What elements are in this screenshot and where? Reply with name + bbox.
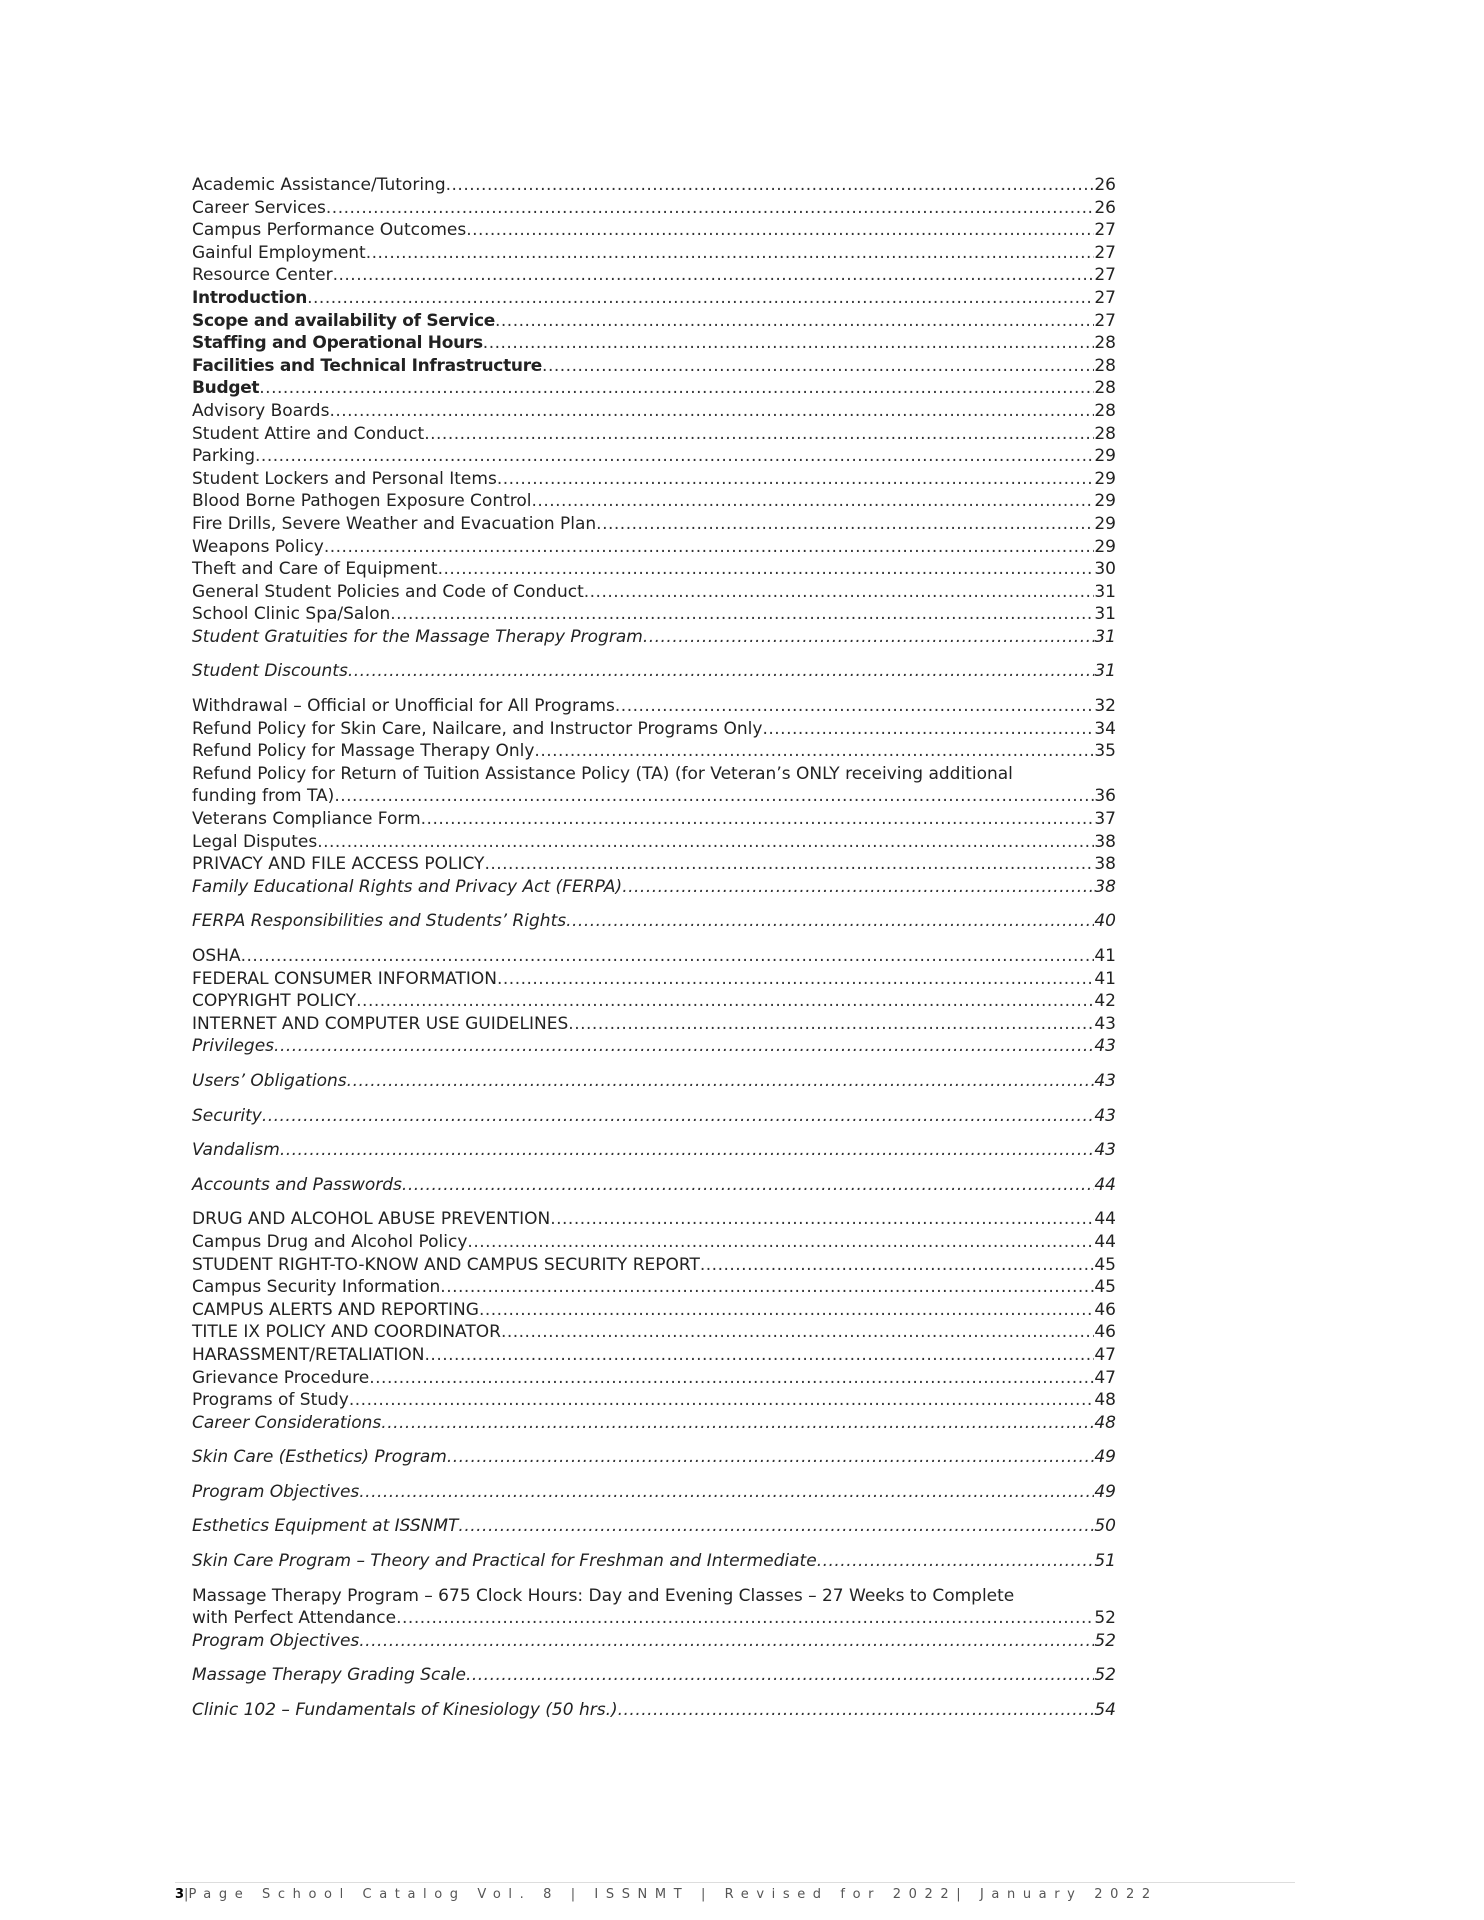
toc-entry[interactable] [192, 1174, 1116, 1197]
toc-entry-title: PRIVACY AND FILE ACCESS POLICY [192, 854, 485, 875]
toc-page-number: 44 [1094, 1174, 1116, 1195]
toc-entry-title: Vandalism [192, 1140, 280, 1161]
toc-leader-dots [369, 1367, 1094, 1390]
toc-entry-title: Refund Policy for Massage Therapy Only [192, 741, 535, 762]
toc-entry[interactable] [192, 332, 1116, 355]
toc-entry-title-line: Massage Therapy Program – 675 Clock Hours: Day and Evening Classes – 27 Weeks to Complete [192, 1585, 1015, 1606]
toc-entry-title: with Perfect Attendance [192, 1608, 397, 1629]
toc-entry-title: CAMPUS ALERTS AND REPORTING [192, 1299, 479, 1320]
toc-entry[interactable] [192, 945, 1116, 968]
toc-leader-dots [568, 1013, 1094, 1036]
toc-entry[interactable] [192, 990, 1116, 1013]
toc-entry[interactable] [192, 1139, 1116, 1162]
toc-entry[interactable] [192, 831, 1116, 854]
toc-leader-dots [438, 558, 1095, 581]
toc-entry-title: HARASSMENT/RETALIATION [192, 1344, 425, 1365]
toc-entry[interactable] [192, 740, 1116, 763]
toc-page-number: 48 [1094, 1390, 1116, 1411]
toc-entry-title: TITLE IX POLICY AND COORDINATOR [192, 1322, 501, 1343]
toc-entry-title: Privileges [192, 1036, 275, 1057]
toc-leader-dots [349, 1389, 1094, 1412]
toc-page-number: 31 [1094, 581, 1116, 602]
toc-leader-dots [618, 1699, 1095, 1722]
toc-entry[interactable] [192, 468, 1116, 491]
toc-entry[interactable] [192, 695, 1116, 718]
toc-leader-dots [622, 876, 1094, 899]
toc-entry-title: Advisory Boards [192, 400, 330, 421]
toc-page-number: 44 [1094, 1231, 1116, 1252]
toc-entry-title: Skin Care (Esthetics) Program [192, 1447, 447, 1468]
toc-entry[interactable] [192, 1299, 1116, 1322]
toc-page-number: 27 [1094, 265, 1116, 286]
toc-entry-title: Users’ Obligations [192, 1070, 347, 1091]
toc-entry[interactable] [192, 1367, 1116, 1390]
toc-leader-dots [497, 968, 1094, 991]
toc-entry-title: Program Objectives [192, 1481, 360, 1502]
toc-leader-dots [458, 1515, 1094, 1538]
toc-page-number: 31 [1094, 604, 1116, 625]
toc-entry-title: Resource Center [192, 265, 333, 286]
toc-leader-dots [421, 808, 1095, 831]
toc-entry[interactable] [192, 1550, 1116, 1573]
toc-entry[interactable] [192, 400, 1116, 423]
toc-entry-title: Grievance Procedure [192, 1367, 370, 1388]
toc-entry-title: Withdrawal – Official or Unofficial for All Programs [192, 696, 615, 717]
toc-leader-dots [255, 445, 1094, 468]
footer-page-number: 3 [175, 1887, 185, 1902]
footer-text: Page School Catalog Vol. 8 | ISSNMT | Revised for 2022| January 2022 [188, 1887, 1158, 1902]
toc-entry[interactable] [192, 197, 1116, 220]
toc-entry-title: Student Attire and Conduct [192, 423, 425, 444]
toc-page-number: 51 [1094, 1551, 1116, 1572]
toc-entry-title: Accounts and Passwords [192, 1174, 402, 1195]
toc-leader-dots [550, 1208, 1094, 1231]
toc-leader-dots [396, 1607, 1094, 1630]
toc-page-number: 29 [1094, 468, 1116, 489]
toc-entry[interactable] [192, 1276, 1116, 1299]
toc-page-number: 38 [1094, 854, 1116, 875]
toc-leader-dots [424, 423, 1094, 446]
toc-leader-dots [584, 581, 1095, 604]
toc-leader-dots [241, 945, 1095, 968]
toc-leader-dots [440, 1276, 1094, 1299]
toc-entry-title: Gainful Employment [192, 242, 366, 263]
toc-entry[interactable] [192, 1321, 1116, 1344]
toc-leader-dots [615, 695, 1094, 718]
toc-leader-dots [280, 1139, 1095, 1162]
toc-entry-title: Fire Drills, Severe Weather and Evacuation Plan [192, 513, 597, 534]
toc-entry[interactable] [192, 558, 1116, 581]
toc-entry-title: Refund Policy for Skin Care, Nailcare, and Instructor Programs Only [192, 718, 763, 739]
toc-entry[interactable] [192, 1035, 1116, 1058]
toc-page-number: 54 [1094, 1700, 1116, 1721]
toc-entry-title: Program Objectives [192, 1630, 360, 1651]
toc-page-number: 28 [1094, 378, 1116, 399]
toc-entry[interactable] [192, 968, 1116, 991]
toc-entry[interactable] [192, 287, 1116, 310]
toc-leader-dots [467, 1231, 1094, 1254]
toc-page-number: 26 [1094, 175, 1116, 195]
toc-leader-dots [466, 219, 1094, 242]
toc-leader-dots [446, 174, 1095, 197]
toc-leader-dots [479, 1299, 1094, 1322]
toc-page-number: 26 [1094, 197, 1116, 218]
footer-separator: | [184, 1887, 189, 1902]
toc-entry[interactable] [192, 264, 1116, 287]
toc-leader-dots [381, 1412, 1094, 1435]
toc-entry-title: Academic Assistance/Tutoring [192, 175, 446, 195]
toc-page-number: 31 [1094, 661, 1116, 682]
toc-entry-title: DRUG AND ALCOHOL ABUSE PREVENTION [192, 1209, 551, 1230]
toc-entry-title: Parking [192, 446, 256, 467]
toc-entry[interactable] [192, 808, 1116, 831]
toc-leader-dots [274, 1035, 1094, 1058]
toc-leader-dots [497, 468, 1095, 491]
toc-entry[interactable] [192, 626, 1116, 649]
toc-entry[interactable] [192, 1699, 1116, 1722]
toc-entry-title: INTERNET AND COMPUTER USE GUIDELINES [192, 1013, 569, 1034]
toc-page-number: 38 [1094, 831, 1116, 852]
toc-entry[interactable] [192, 1481, 1116, 1504]
toc-entry-title: Career Services [192, 197, 326, 218]
toc-entry[interactable] [192, 603, 1116, 626]
toc-leader-dots [532, 490, 1095, 513]
toc-entry-title: Scope and availability of Service [192, 310, 495, 331]
toc-page-number: 38 [1094, 876, 1116, 897]
toc-leader-dots [402, 1174, 1094, 1197]
toc-leader-dots [534, 740, 1094, 763]
toc-leader-dots [484, 853, 1094, 876]
toc-entry[interactable] [192, 1664, 1116, 1687]
toc-entry[interactable] [192, 1013, 1116, 1036]
toc-entry-title: FEDERAL CONSUMER INFORMATION [192, 968, 497, 989]
toc-entry[interactable] [192, 310, 1116, 333]
toc-entry[interactable] [192, 174, 1116, 197]
toc-entry-title: Campus Security Information [192, 1277, 441, 1298]
toc-entry[interactable] [192, 1105, 1116, 1128]
toc-entry-title: Career Considerations [192, 1412, 382, 1433]
toc-entry-title: Weapons Policy [192, 536, 324, 557]
toc-entry-title: Staffing and Operational Hours [192, 333, 483, 354]
toc-entry[interactable] [192, 423, 1116, 446]
toc-page-number: 45 [1094, 1277, 1116, 1298]
toc-page-number: 29 [1094, 513, 1116, 534]
toc-entry[interactable] [192, 1446, 1116, 1469]
toc-page-number: 28 [1094, 355, 1116, 376]
toc-entry[interactable] [192, 876, 1116, 899]
toc-entry-title: Blood Borne Pathogen Exposure Control [192, 491, 532, 512]
toc-entry-title: STUDENT RIGHT-TO-KNOW AND CAMPUS SECURITY REPORT [192, 1254, 700, 1275]
toc-page-number: 31 [1094, 626, 1116, 647]
toc-entry[interactable] [192, 1412, 1116, 1435]
page-footer [175, 1882, 1295, 1902]
toc-leader-dots [596, 513, 1094, 536]
toc-leader-dots [390, 603, 1094, 626]
toc-entry[interactable] [192, 377, 1116, 400]
toc-page-number: 52 [1094, 1630, 1116, 1651]
toc-entry[interactable] [192, 219, 1116, 242]
toc-page-number: 48 [1094, 1412, 1116, 1433]
toc-entry[interactable] [192, 1630, 1116, 1653]
toc-page-number: 35 [1094, 741, 1116, 762]
toc-page-number: 29 [1094, 446, 1116, 467]
toc-page-number: 36 [1094, 786, 1116, 807]
toc-page-number: 43 [1094, 1070, 1116, 1091]
toc-entry[interactable] [192, 513, 1116, 536]
toc-leader-dots [466, 1664, 1094, 1687]
toc-leader-dots [356, 990, 1094, 1013]
toc-leader-dots [347, 1070, 1095, 1093]
toc-entry-title: Veterans Compliance Form [192, 809, 421, 830]
toc-leader-dots [566, 910, 1094, 933]
toc-page-number: 27 [1094, 220, 1116, 241]
toc-leader-dots [483, 332, 1095, 355]
toc-entry[interactable] [192, 718, 1116, 741]
toc-page-number: 52 [1094, 1608, 1116, 1629]
toc-page-number: 47 [1094, 1367, 1116, 1388]
toc-page-number: 41 [1094, 946, 1116, 966]
toc-entry-title: Budget [192, 378, 260, 399]
toc-leader-dots [425, 1344, 1095, 1367]
toc-entry[interactable] [192, 1231, 1116, 1254]
toc-leader-dots [366, 242, 1095, 265]
toc-entry[interactable] [192, 1208, 1116, 1231]
toc-leader-dots [317, 831, 1094, 854]
toc-page-number: 43 [1094, 1140, 1116, 1161]
toc-entry-title: Student Gratuities for the Massage Therapy Program [192, 626, 643, 647]
toc-leader-dots [542, 355, 1094, 378]
toc-page-number: 28 [1094, 400, 1116, 421]
toc-page-number: 45 [1094, 1254, 1116, 1275]
toc-page-number: 42 [1094, 991, 1116, 1012]
toc-page-number: 34 [1094, 718, 1116, 739]
toc-entry-title: Facilities and Technical Infrastructure [192, 355, 543, 376]
toc-page-number: 29 [1094, 491, 1116, 512]
toc-entry-title: Introduction [192, 287, 308, 308]
toc-entry[interactable] [192, 1254, 1116, 1277]
toc-entry[interactable] [192, 910, 1116, 933]
toc-entry[interactable] [192, 581, 1116, 604]
toc-entry-title: COPYRIGHT POLICY [192, 991, 357, 1012]
toc-page-number: 46 [1094, 1322, 1116, 1343]
toc-entry-title: Clinic 102 – Fundamentals of Kinesiology (50 hrs.) [192, 1700, 618, 1721]
toc-leader-dots [334, 785, 1094, 808]
toc-page-number: 40 [1094, 911, 1116, 932]
toc-page-number: 49 [1094, 1481, 1116, 1502]
toc-entry-title: Massage Therapy Grading Scale [192, 1665, 466, 1686]
toc-page-number: 30 [1094, 559, 1116, 580]
toc-leader-dots [359, 1481, 1094, 1504]
toc-leader-dots [324, 536, 1095, 559]
toc-page-number: 27 [1094, 287, 1116, 308]
toc-entry-title-line: Refund Policy for Return of Tuition Assistance Policy (TA) (for Veteran’s ONLY receiving additional [192, 763, 1013, 784]
toc-entry-title: funding from TA) [192, 786, 335, 807]
toc-page-number: 28 [1094, 423, 1116, 444]
toc-entry[interactable] [192, 853, 1116, 876]
toc-entry[interactable] [192, 1389, 1116, 1412]
toc-page-number: 52 [1094, 1665, 1116, 1686]
toc-leader-dots [817, 1550, 1095, 1573]
toc-entry[interactable] [192, 763, 1116, 808]
toc-page-number: 27 [1094, 310, 1116, 331]
table-of-contents [192, 174, 1116, 1734]
toc-entry[interactable] [192, 1585, 1116, 1630]
toc-entry-title: Legal Disputes [192, 831, 318, 852]
toc-entry[interactable] [192, 660, 1116, 683]
toc-entry-title: OSHA [192, 946, 241, 966]
toc-page-number: 44 [1094, 1209, 1116, 1230]
toc-leader-dots [495, 310, 1094, 333]
toc-entry-title: Skin Care Program – Theory and Practical for Freshman and Intermediate [192, 1551, 817, 1572]
toc-entry-title: Family Educational Rights and Privacy Act (FERPA) [192, 876, 623, 897]
toc-page-number: 43 [1094, 1105, 1116, 1126]
toc-entry[interactable] [192, 536, 1116, 559]
toc-entry-title: Student Lockers and Personal Items [192, 468, 497, 489]
toc-entry[interactable] [192, 1070, 1116, 1093]
toc-leader-dots [348, 660, 1095, 683]
toc-entry[interactable] [192, 1515, 1116, 1538]
toc-page-number: 49 [1094, 1447, 1116, 1468]
toc-page-number: 37 [1094, 809, 1116, 830]
toc-leader-dots [326, 197, 1094, 220]
toc-entry-title: FERPA Responsibilities and Students’ Rights [192, 911, 567, 932]
toc-entry-title: Security [192, 1105, 262, 1126]
toc-leader-dots [259, 377, 1094, 400]
toc-entry-title: Esthetics Equipment at ISSNMT [192, 1516, 459, 1537]
toc-leader-dots [643, 626, 1095, 649]
toc-leader-dots [447, 1446, 1095, 1469]
toc-entry[interactable] [192, 355, 1116, 378]
toc-page-number: 43 [1094, 1036, 1116, 1057]
toc-leader-dots [307, 287, 1094, 310]
toc-page-number: 28 [1094, 333, 1116, 354]
toc-entry-title: Theft and Care of Equipment [192, 559, 438, 580]
toc-entry[interactable] [192, 445, 1116, 468]
toc-entry-title: Campus Drug and Alcohol Policy [192, 1231, 468, 1252]
toc-page-number: 43 [1094, 1013, 1116, 1034]
toc-entry[interactable] [192, 242, 1116, 265]
toc-entry-title: Campus Performance Outcomes [192, 220, 467, 241]
toc-entry[interactable] [192, 490, 1116, 513]
toc-leader-dots [762, 718, 1094, 741]
toc-entry-title: Student Discounts [192, 661, 348, 682]
toc-leader-dots [359, 1630, 1094, 1653]
toc-page-number: 29 [1094, 536, 1116, 557]
toc-entry-title: Programs of Study [192, 1390, 349, 1411]
toc-leader-dots [329, 400, 1094, 423]
toc-page-number: 47 [1094, 1344, 1116, 1365]
toc-entry-title: School Clinic Spa/Salon [192, 604, 391, 625]
toc-page-number: 32 [1094, 696, 1116, 717]
toc-page-number: 41 [1094, 968, 1116, 989]
toc-page-number: 50 [1094, 1516, 1116, 1537]
toc-entry[interactable] [192, 1344, 1116, 1367]
toc-leader-dots [262, 1105, 1095, 1128]
toc-leader-dots [700, 1254, 1095, 1277]
toc-page-number: 27 [1094, 242, 1116, 263]
toc-entry-title: General Student Policies and Code of Conduct [192, 581, 584, 602]
toc-page-number: 46 [1094, 1299, 1116, 1320]
toc-leader-dots [333, 264, 1095, 287]
toc-leader-dots [501, 1321, 1094, 1344]
